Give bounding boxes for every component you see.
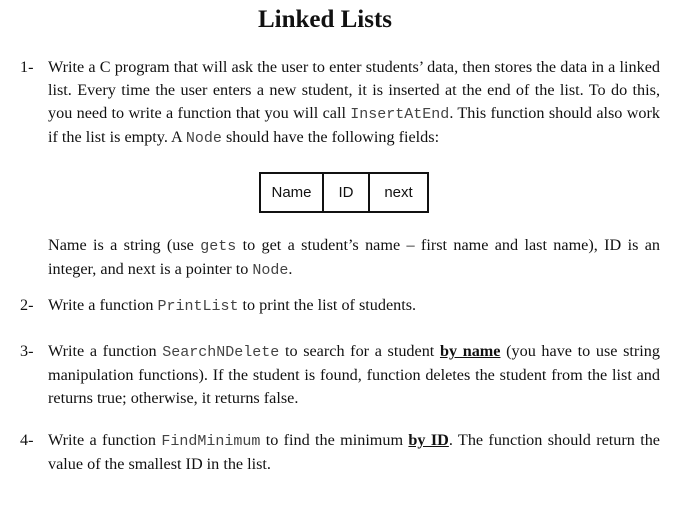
question-1-number: 1- xyxy=(20,58,34,76)
question-3 xyxy=(20,340,660,410)
fields-desc-text-part: . xyxy=(288,260,293,278)
page-title: Linked Lists xyxy=(257,6,393,33)
q4-text-part: . The function should return the value of the smallest ID in the list. xyxy=(48,431,660,473)
question-2-text xyxy=(48,294,660,318)
question-4-number: 4- xyxy=(20,431,34,449)
search-n-delete-code: SearchNDelete xyxy=(162,344,280,361)
q4-text-part: Write a function xyxy=(48,431,162,449)
fields-desc-text-part: to get a student’s name – first name and last name), ID is an integer, and next is a pointer to xyxy=(48,236,660,278)
q3-text-part: (you have to use string manipulation functions). If the student is found, function deletes the student from the list and returns true; otherwise, it returns false. xyxy=(48,342,660,407)
by-id-emphasis: by ID xyxy=(408,431,449,449)
question-3-text xyxy=(48,340,660,410)
find-minimum-code: FindMinimum xyxy=(161,433,261,450)
node-code: Node xyxy=(185,130,222,147)
question-4 xyxy=(20,429,660,476)
q4-text-part: to find the minimum xyxy=(260,431,409,449)
node-field-name: Name xyxy=(260,173,323,212)
q2-text-part: Write a function xyxy=(48,296,158,314)
q1-text-part: Write a C program that will ask the user to enter students’ data, then stores the data in a linked list. Every time the user enters a new student, it is inserted at the end of the list. To do this, you need to write a function that you will call xyxy=(48,58,660,122)
q3-text-part: to search for a student xyxy=(279,342,440,360)
fields-description xyxy=(48,234,660,282)
q2-text-part: to print the list of students. xyxy=(238,296,417,314)
node-field-id: ID xyxy=(323,173,369,212)
question-1-text xyxy=(48,56,660,150)
print-list-code: PrintList xyxy=(157,298,239,315)
node-fields-diagram xyxy=(259,172,429,213)
node-code: Node xyxy=(252,262,289,279)
node-field-next: next xyxy=(369,173,428,212)
question-1 xyxy=(20,56,660,150)
q3-text-part: Write a function xyxy=(48,342,163,360)
question-2 xyxy=(20,294,660,318)
question-2-number: 2- xyxy=(20,296,34,314)
insert-at-end-code: InsertAtEnd xyxy=(350,106,450,123)
gets-code: gets xyxy=(200,238,237,255)
by-name-emphasis: by name xyxy=(439,342,501,360)
q1-text-part: . This function should also work if the list is empty. A xyxy=(48,104,661,146)
fields-desc-text-part: Name is a string (use xyxy=(48,236,201,254)
q1-text-part: should have the following fields: xyxy=(221,128,440,146)
question-3-number: 3- xyxy=(20,342,34,360)
question-4-text xyxy=(48,429,660,476)
